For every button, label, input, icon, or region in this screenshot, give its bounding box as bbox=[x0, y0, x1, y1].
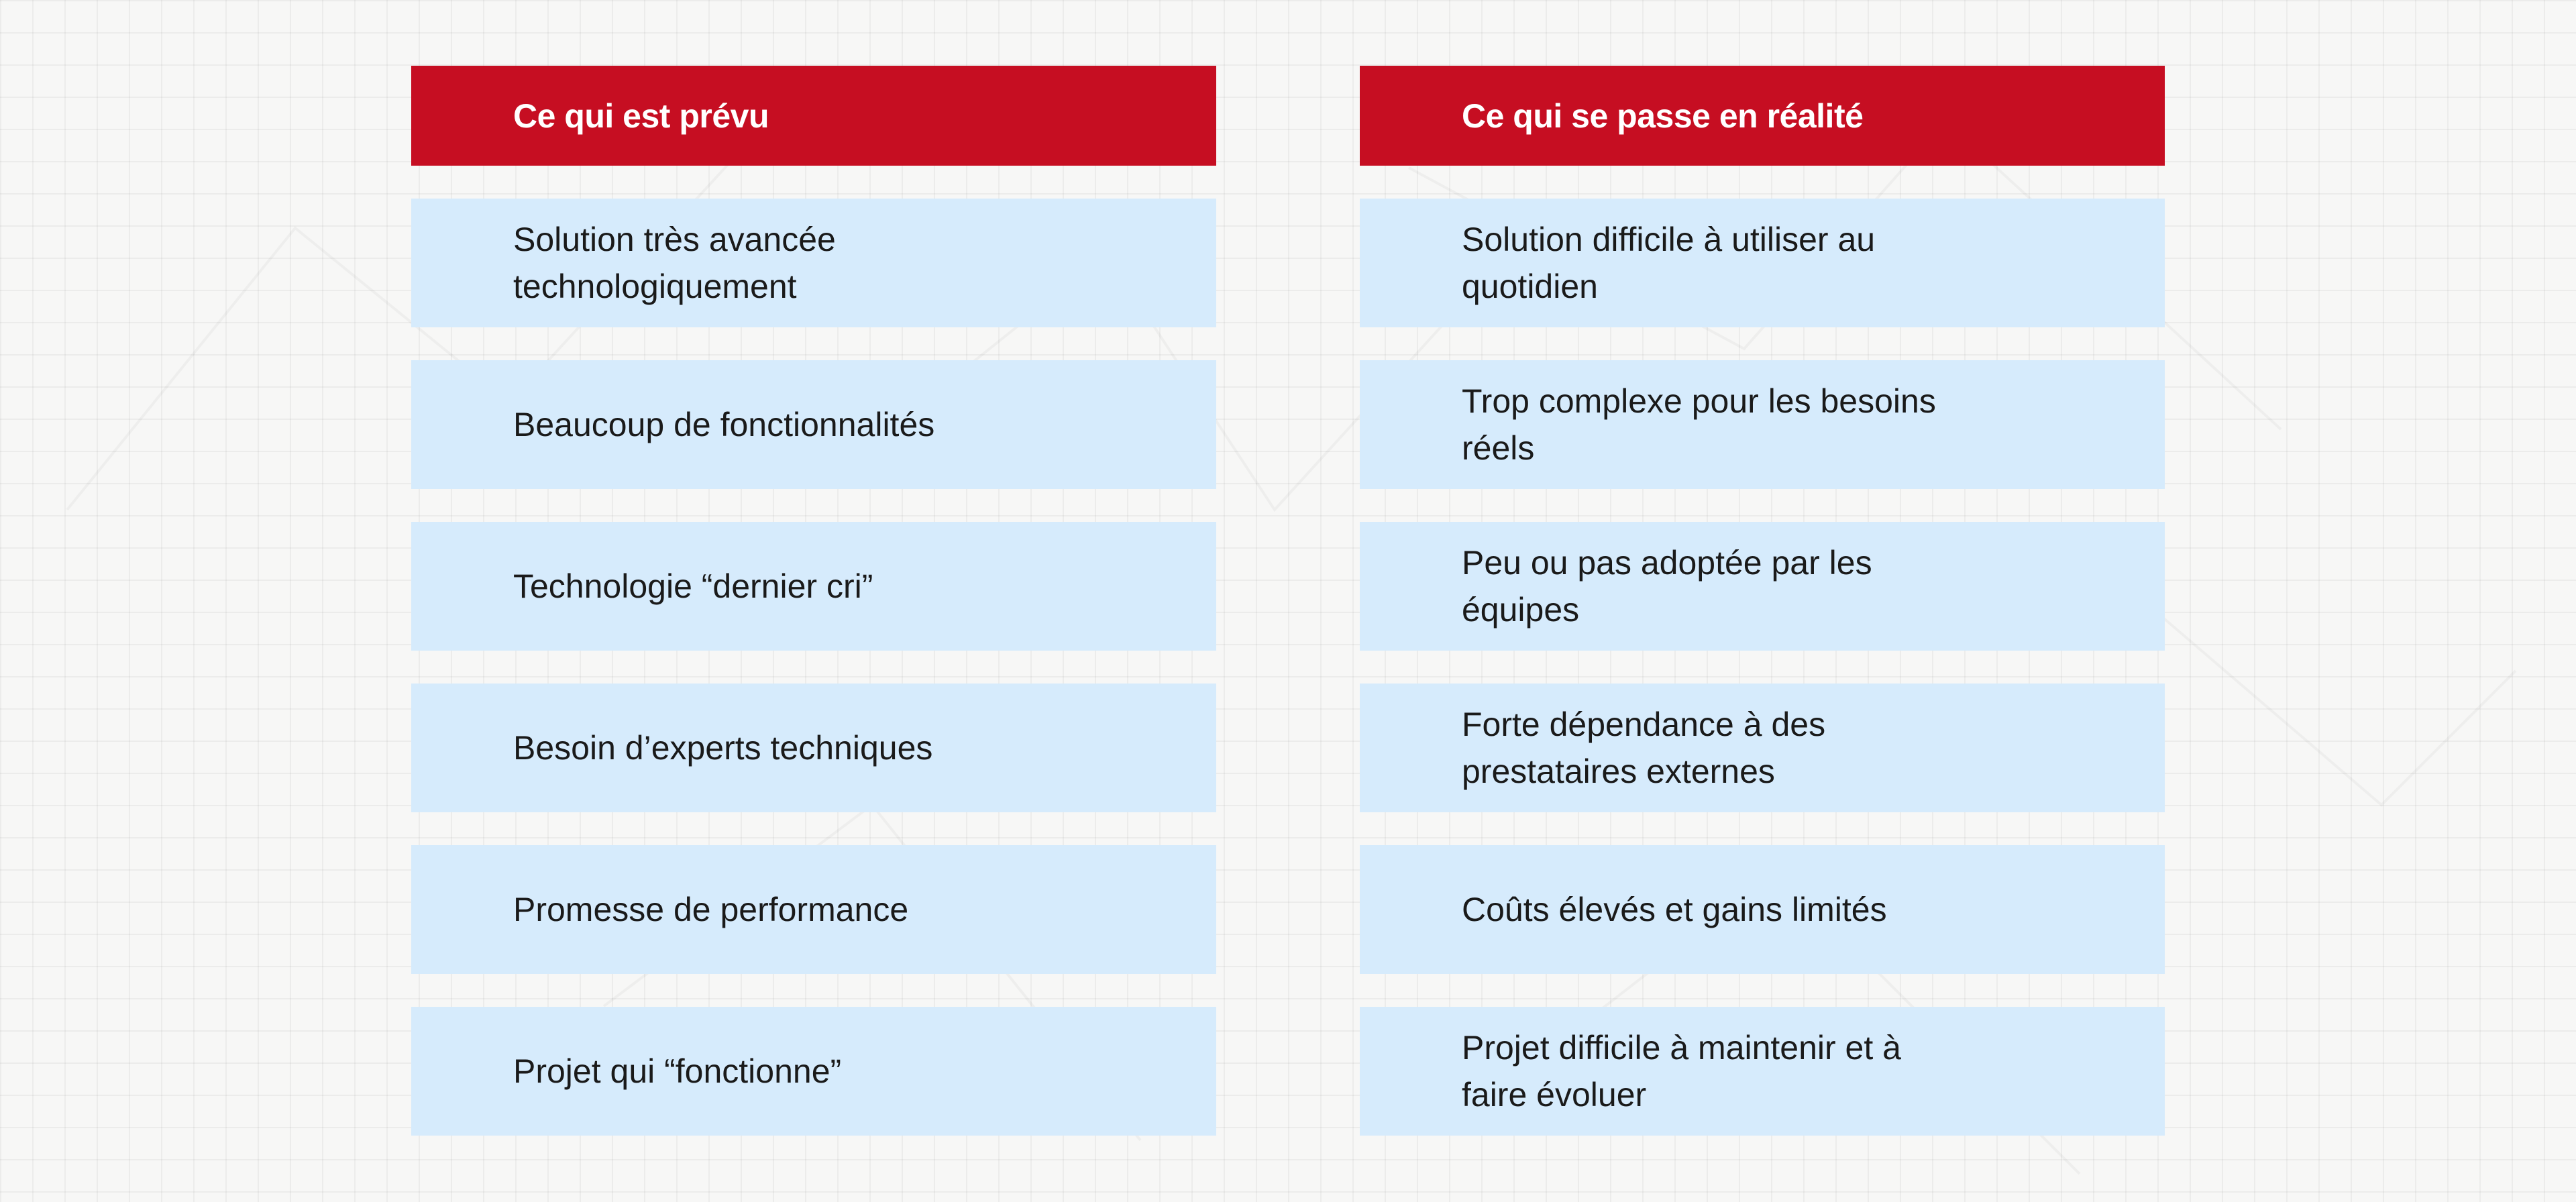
reality-row-6 bbox=[1360, 1007, 2165, 1136]
reality-row-2 bbox=[1360, 360, 2165, 489]
planned-row-text: Projet qui “fonctionne” bbox=[513, 1052, 842, 1090]
planned-column bbox=[411, 66, 1216, 1136]
reality-row-5 bbox=[1360, 845, 2165, 974]
planned-row-5 bbox=[411, 845, 1216, 974]
planned-row-2 bbox=[411, 360, 1216, 489]
planned-row-text: Technologie “dernier cri” bbox=[513, 567, 873, 605]
reality-row-text: Peu ou pas adoptée par les équipes bbox=[1462, 544, 1872, 629]
planned-row-1 bbox=[411, 199, 1216, 327]
planned-row-text: Beaucoup de fonctionnalités bbox=[513, 406, 935, 443]
reality-header-label: Ce qui se passe en réalité bbox=[1462, 97, 1864, 135]
planned-row-3 bbox=[411, 522, 1216, 651]
reality-row-text: Solution difficile à utiliser au quotidien bbox=[1462, 221, 1876, 305]
reality-row-text: Projet difficile à maintenir et à faire évoluer bbox=[1462, 1029, 1901, 1113]
reality-header bbox=[1360, 66, 2165, 166]
planned-header bbox=[411, 66, 1216, 166]
reality-row-4 bbox=[1360, 684, 2165, 812]
planned-row-text: Promesse de performance bbox=[513, 891, 909, 928]
planned-row-6 bbox=[411, 1007, 1216, 1136]
reality-column bbox=[1360, 66, 2165, 1136]
planned-header-label: Ce qui est prévu bbox=[513, 97, 769, 135]
planned-row-text: Besoin d’experts techniques bbox=[513, 729, 933, 767]
reality-row-text: Forte dépendance à des prestataires externes bbox=[1462, 706, 1826, 790]
reality-row-text: Trop complexe pour les besoins réels bbox=[1462, 382, 1936, 467]
reality-row-1 bbox=[1360, 199, 2165, 327]
reality-row-3 bbox=[1360, 522, 2165, 651]
planned-row-text: Solution très avancée technologiquement bbox=[513, 221, 836, 305]
reality-row-text: Coûts élevés et gains limités bbox=[1462, 891, 1887, 928]
planned-row-4 bbox=[411, 684, 1216, 812]
